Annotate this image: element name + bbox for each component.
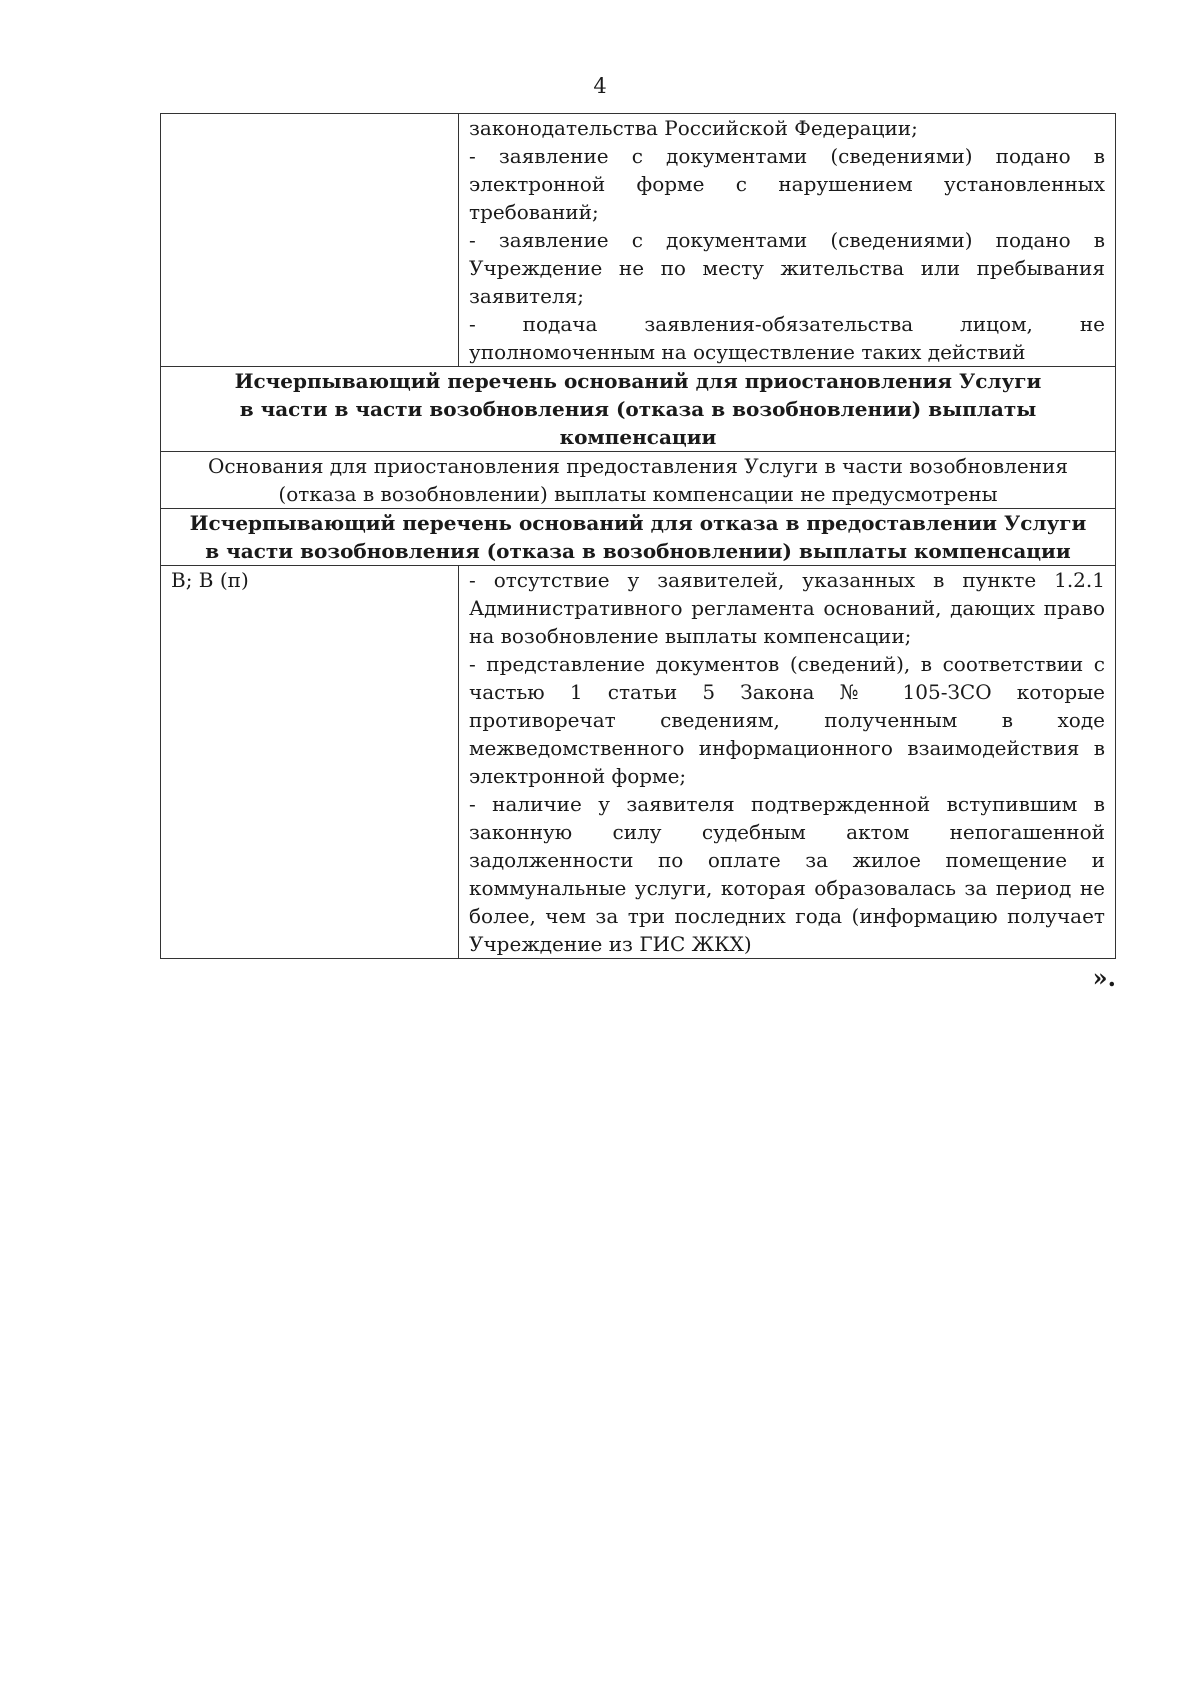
heading-line: Исчерпывающий перечень оснований для отказа в предоставлении Услуги xyxy=(189,511,1087,535)
table-row-refusal-header xyxy=(161,509,1116,566)
list-item: - заявление с документами (сведениями) подано в электронной форме с нарушением установленных требований; xyxy=(469,144,1105,224)
list-item: - наличие у заявителя подтвержденной вступившим в законную силу судебным актом непогашенной задолженности по оплате за жилое помещение и коммунальные услуги, которая образовалась за период не более, чем за три последних года (информацию получает Учреждение из ГИС ЖКХ) xyxy=(469,792,1105,956)
list-item: - представление документов (сведений), в соответствии с частью 1 статьи 5 Закона № 105-ЗСО которые противоречат сведениям, полученным в ходе межведомственного информационного взаимодействия в электронной форме; xyxy=(469,652,1105,788)
table-cell-grounds-list xyxy=(459,114,1116,367)
table-cell-grounds-list xyxy=(459,566,1116,959)
suspension-note: Основания для приостановления предоставления Услуги в части возобновления (отказа в возобновлении) выплаты компенсации не предусмотрены xyxy=(161,452,1116,509)
table-row-suspension-note xyxy=(161,452,1116,509)
grounds-table xyxy=(160,113,1116,959)
section-heading-suspension xyxy=(161,367,1116,452)
list-item: - отсутствие у заявителей, указанных в пункте 1.2.1 Административного регламента оснований, дающих право на возобновление выплаты компенсации; xyxy=(469,568,1105,648)
list-item: - подача заявления-обязательства лицом, не уполномоченным на осуществление таких действий xyxy=(469,312,1105,364)
page-number: 4 xyxy=(593,74,607,98)
table-cell-left xyxy=(161,114,459,367)
closing-quote: ». xyxy=(1092,963,1116,992)
table-row-refusal-grounds xyxy=(161,566,1116,959)
list-item: законодательства Российской Федерации; xyxy=(469,116,918,140)
table-row-suspension-header xyxy=(161,367,1116,452)
heading-line: Исчерпывающий перечень оснований для приостановления Услуги xyxy=(234,369,1042,393)
section-heading-refusal xyxy=(161,509,1116,566)
table-cell-left: В; В (п) xyxy=(161,566,459,959)
heading-line: в части в части возобновления (отказа в возобновлении) выплаты компенсации xyxy=(239,397,1037,449)
heading-line: в части возобновления (отказа в возобновлении) выплаты компенсации xyxy=(205,539,1071,563)
list-item: - заявление с документами (сведениями) подано в Учреждение не по месту жительства или пребывания заявителя; xyxy=(469,228,1105,308)
table-row-acceptance-denial xyxy=(161,114,1116,367)
